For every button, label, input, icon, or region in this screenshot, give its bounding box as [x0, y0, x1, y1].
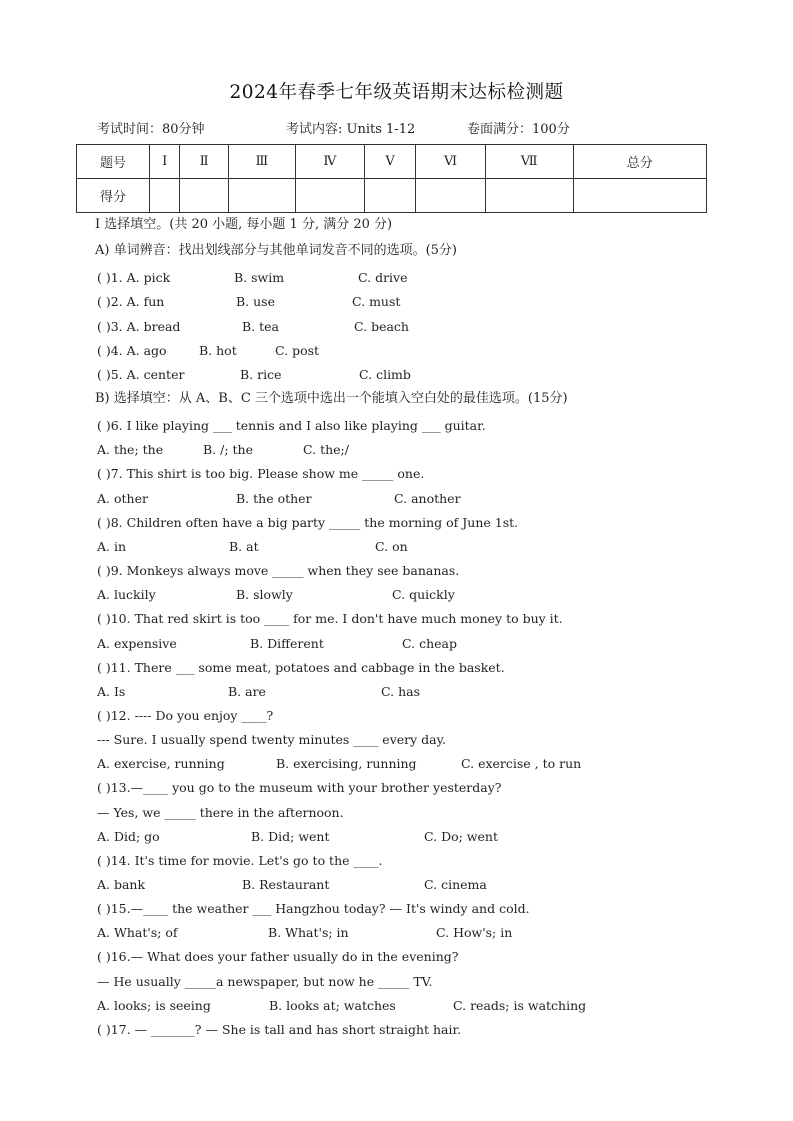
question-row — [97, 319, 409, 335]
option-c: C. cheap — [402, 636, 457, 651]
option-b: B. rice — [240, 367, 282, 382]
option-b: B. Different — [250, 636, 324, 651]
score-table-header: Ⅱ — [180, 145, 229, 179]
question-row — [97, 343, 320, 359]
score-table-score-row — [77, 179, 707, 213]
options-row — [97, 587, 455, 603]
option-c: C. quickly — [392, 587, 455, 602]
option-c: C. How's; in — [436, 925, 513, 940]
options-row — [97, 684, 420, 700]
option-c: C. beach — [354, 319, 409, 334]
score-row-label: 得分 — [77, 179, 150, 213]
score-cell[interactable] — [150, 179, 180, 213]
section-heading: Ⅰ 选择填空。(共 20 小题, 每小题 1 分, 满分 20 分) — [95, 217, 393, 232]
option-c: C. another — [394, 491, 461, 506]
option-c: C. on — [375, 539, 408, 554]
question-stem-cont: — Yes, we _____ there in the afternoon. — [97, 805, 344, 820]
score-table-header-row — [77, 145, 707, 179]
question-stem: ( )7. This shirt is too big. Please show me _____ one. — [97, 466, 425, 481]
option-c: C. cinema — [424, 877, 487, 892]
option-b: B. exercising, running — [276, 756, 417, 771]
options-row — [97, 756, 582, 772]
options-row — [97, 925, 513, 941]
options-row — [97, 442, 349, 458]
option-b: B. swim — [234, 270, 285, 285]
option-c: C. Do; went — [424, 829, 498, 844]
question-row — [97, 270, 408, 286]
exam-full-score: 卷面满分：100分 — [467, 122, 570, 137]
option-c: C. climb — [359, 367, 411, 382]
option-c: C. drive — [358, 270, 408, 285]
score-cell[interactable] — [180, 179, 229, 213]
option-a: A. What's; of — [97, 925, 178, 940]
question-stem: ( )16.— What does your father usually do in the evening? — [97, 949, 459, 964]
option-c: C. must — [352, 294, 401, 309]
question-stem: ( )3. A. bread — [97, 319, 181, 334]
option-b: B. looks at; watches — [269, 998, 396, 1013]
score-cell[interactable] — [364, 179, 415, 213]
option-a: A. luckily — [97, 587, 156, 602]
option-a: A. bank — [97, 877, 146, 892]
exam-time: 考试时间：80分钟 — [97, 122, 205, 137]
score-table-header: Ⅴ — [364, 145, 415, 179]
score-table-header: Ⅰ — [150, 145, 180, 179]
score-cell[interactable] — [228, 179, 295, 213]
score-cell[interactable] — [416, 179, 486, 213]
option-a: A. the; the — [97, 442, 164, 457]
question-stem-cont: --- Sure. I usually spend twenty minutes ____ every day. — [97, 732, 446, 747]
question-stem: ( )17. — _______? — She is tall and has short straight hair. — [97, 1022, 462, 1037]
option-a: A. Did; go — [97, 829, 160, 844]
question-stem: ( )4. A. ago — [97, 343, 167, 358]
option-b: B. hot — [199, 343, 237, 358]
options-row — [97, 998, 587, 1014]
options-row — [97, 491, 461, 507]
question-stem: ( )13.—____ you go to the museum with your brother yesterday? — [97, 780, 502, 795]
option-c: C. the;/ — [303, 442, 349, 457]
option-b: B. /; the — [203, 442, 253, 457]
question-stem: ( )5. A. center — [97, 367, 185, 382]
option-b: B. are — [228, 684, 266, 699]
question-stem: ( )2. A. fun — [97, 294, 165, 309]
options-row — [97, 539, 408, 555]
option-b: B. the other — [236, 491, 312, 506]
option-b: B. Did; went — [251, 829, 330, 844]
question-stem: ( )1. A. pick — [97, 270, 171, 285]
part-b-heading: B) 选择填空：从 A、B、C 三个选项中选出一个能填入空白处的最佳选项。(15分) — [95, 391, 568, 406]
option-b: B. use — [236, 294, 275, 309]
option-c: C. has — [381, 684, 420, 699]
options-row — [97, 636, 457, 652]
score-table-header: Ⅶ — [485, 145, 573, 179]
question-stem: ( )11. There ___ some meat, potatoes and cabbage in the basket. — [97, 660, 505, 675]
exam-content: 考试内容: Units 1-12 — [286, 122, 416, 137]
question-row — [97, 294, 401, 310]
option-c: C. post — [275, 343, 320, 358]
page-title: 2024年春季七年级英语期末达标检测题 — [229, 82, 564, 103]
option-b: B. at — [229, 539, 259, 554]
option-c: C. reads; is watching — [453, 998, 587, 1013]
score-table-header: Ⅵ — [416, 145, 486, 179]
part-a-heading: A) 单词辨音：找出划线部分与其他单词发音不同的选项。(5分) — [95, 243, 458, 258]
score-cell[interactable] — [295, 179, 364, 213]
options-row — [97, 829, 498, 845]
option-a: A. Is — [97, 684, 126, 699]
question-stem: ( )12. ---- Do you enjoy ____? — [97, 708, 274, 723]
question-row — [97, 367, 411, 383]
option-b: B. Restaurant — [242, 877, 330, 892]
question-stem: ( )10. That red skirt is too ____ for me. I don't have much money to buy it. — [97, 611, 563, 626]
option-b: B. tea — [242, 319, 280, 334]
question-stem-cont: — He usually _____a newspaper, but now he _____ TV. — [97, 974, 433, 989]
score-table — [76, 144, 707, 213]
question-stem: ( )6. I like playing ___ tennis and I also like playing ___ guitar. — [97, 418, 486, 433]
score-table-header: 题号 — [77, 145, 150, 179]
option-c: C. exercise , to run — [461, 756, 582, 771]
question-stem: ( )15.—____ the weather ___ Hangzhou today? — It's windy and cold. — [97, 901, 530, 916]
option-b: B. What's; in — [268, 925, 349, 940]
score-cell[interactable] — [573, 179, 706, 213]
question-stem: ( )8. Children often have a big party _____ the morning of June 1st. — [97, 515, 519, 530]
score-table-header: 总分 — [573, 145, 706, 179]
option-a: A. expensive — [97, 636, 177, 651]
score-table-header: Ⅳ — [295, 145, 364, 179]
options-row — [97, 877, 487, 893]
option-a: A. exercise, running — [97, 756, 225, 771]
option-a: A. in — [97, 539, 127, 554]
option-a: A. other — [97, 491, 148, 506]
question-stem: ( )9. Monkeys always move _____ when they see bananas. — [97, 563, 460, 578]
question-stem: ( )14. It's time for movie. Let's go to the ____. — [97, 853, 383, 868]
score-table-header: Ⅲ — [228, 145, 295, 179]
option-a: A. looks; is seeing — [97, 998, 211, 1013]
option-b: B. slowly — [236, 587, 293, 602]
score-cell[interactable] — [485, 179, 573, 213]
